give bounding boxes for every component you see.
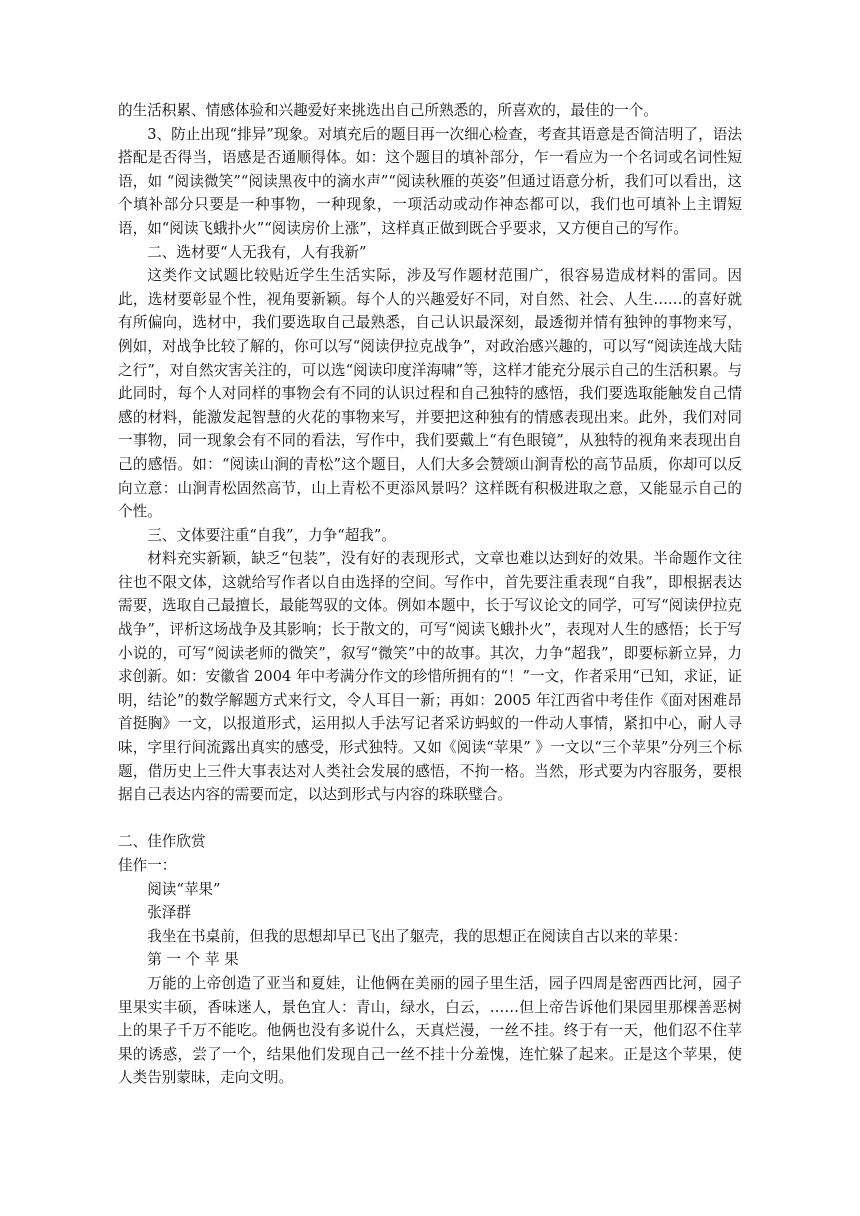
essay-title: 阅读“苹果”	[147, 880, 221, 898]
paragraph-material-selection: 这类作文试题比较贴近学生生活实际，涉及写作题材范围广，很容易造成材料的雷同。因此，选材要彰显个性，视角要新颖。每个人的兴趣爱好不同，对自然、社会、人生……的喜好就有所偏向，选材中，我们要选取自己最熟悉，自己认识最深刻，最透彻并情有独钟的事物来写，例如，对战争比较了解的，你可以写“阅读伊拉克战争”，对政治感兴趣的，可以写“阅读连战大陆之行”，对自然灾害关注的，可以选“阅读印度洋海啸”等，这样才能充分展示自己的生活积累。与此同时，每个人对同样的事物会有不同的认识过程和自己独特的感悟，我们要选取能触发自己情感的材料，能激发起智慧的火花的事物来写，并要把这种独有的情感表现出来。此外，我们对同一事物，同一现象会有不同的看法，写作中，我们要戴上“有色眼镜”，从独特的视角来表现出自己的感悟。如：“阅读山涧的青松”这个题目，人们大多会赞颂山涧青松的高节品质，你却可以反向立意：山涧青松固然高节，山上青松不更添风景吗？这样既有积极进取之意，又能显示自己的个性。	[118, 267, 742, 521]
document-page	[118, 99, 742, 1090]
heading-material-selection: 二、选材要“人无我有，人有我新”	[147, 243, 367, 261]
paragraph-point-3: 3、防止出现“排异”现象。对填充后的题目再一次细心检查，考查其语意是否简洁明了，语法搭配是否得当，语感是否通顺得体。如：这个题目的填补部分，乍一看应为一个名词或名词性短语，如 “阅读微笑”“阅读黑夜中的滴水声”“阅读秋雁的英姿”但通过语意分析，我们可以看出，这个填补部分只要是一种事物，一种现象，一项活动或动作神态都可以，我们也可填补上主谓短语，如“阅读飞蛾扑火”“阅读房价上涨”，这样真正做到既合乎要求，又方便自己的写作。	[118, 125, 742, 237]
essay-subheading-first-apple: 第 一 个 苹 果	[147, 951, 239, 969]
paragraph-genre: 材料充实新颖，缺乏“包装”，没有好的表现形式，文章也难以达到好的效果。半命题作文往往也不限文体，这就给写作者以自由选择的空间。写作中，首先要注重表现“自我”，即根据表达需要，选取自己最擅长，最能驾驭的文体。例如本题中，长于写议论文的同学，可写“阅读伊拉克战争”，评析这场战争及其影响；长于散文的，可写“阅读飞蛾扑火”，表现对人生的感悟；长于写小说的，可写“阅读老师的微笑”，叙写“微笑”中的故事。其次，力争“超我”，即要标新立异，力求创新。如：安徽省 2004 年中考满分作文的珍惜所拥有的“！”一文，作者采用“已知，求证，证明，结论”的数学解题方式来行文，令人耳目一新；再如：2005 年江西省中考佳作《面对困难昂首挺胸》一文，以报道形式，运用拟人手法写记者采访蚂蚁的一件动人事情，紧扣中心，耐人寻味，字里行间流露出真实的感受，形式独特。又如《阅读“苹果” 》一文以“三个苹果”分列三个标题，借历史上三件大事表达对人类社会发展的感悟，不拘一格。当然，形式要为内容服务，要根据自己表达内容的需要而定，以达到形式与内容的珠联璧合。	[118, 550, 742, 804]
heading-genre: 三、文体要注重“自我”，力争“超我”。	[147, 526, 396, 544]
blank-line	[118, 807, 742, 831]
essay-author: 张泽群	[147, 904, 191, 922]
section-heading-appreciation: 二、佳作欣赏	[118, 833, 206, 851]
essay-paragraph-first-apple: 万能的上帝创造了亚当和夏娃，让他俩在美丽的园子里生活，园子四周是密西西比河，园子里果实丰硕，香味迷人，景色宜人：青山，绿水，白云，……但上帝告诉他们果园里那棵善恶树上的果子千万不能吃。他俩也没有多说什么，天真烂漫，一丝不挂。终于有一天，他们忍不住苹果的诱惑，尝了一个，结果他们发现自己一丝不挂十分羞愧，连忙躲了起来。正是这个苹果，使人类告别蒙昧，走向文明。	[118, 974, 742, 1087]
paragraph-continuation: 的生活积累、情感体验和兴趣爱好来挑选出自己所熟悉的，所喜欢的，最佳的一个。	[118, 102, 658, 119]
essay-label: 佳作一：	[118, 857, 177, 874]
essay-intro: 我坐在书桌前，但我的思想却早已飞出了躯壳，我的思想正在阅读自古以来的苹果：	[147, 927, 688, 945]
